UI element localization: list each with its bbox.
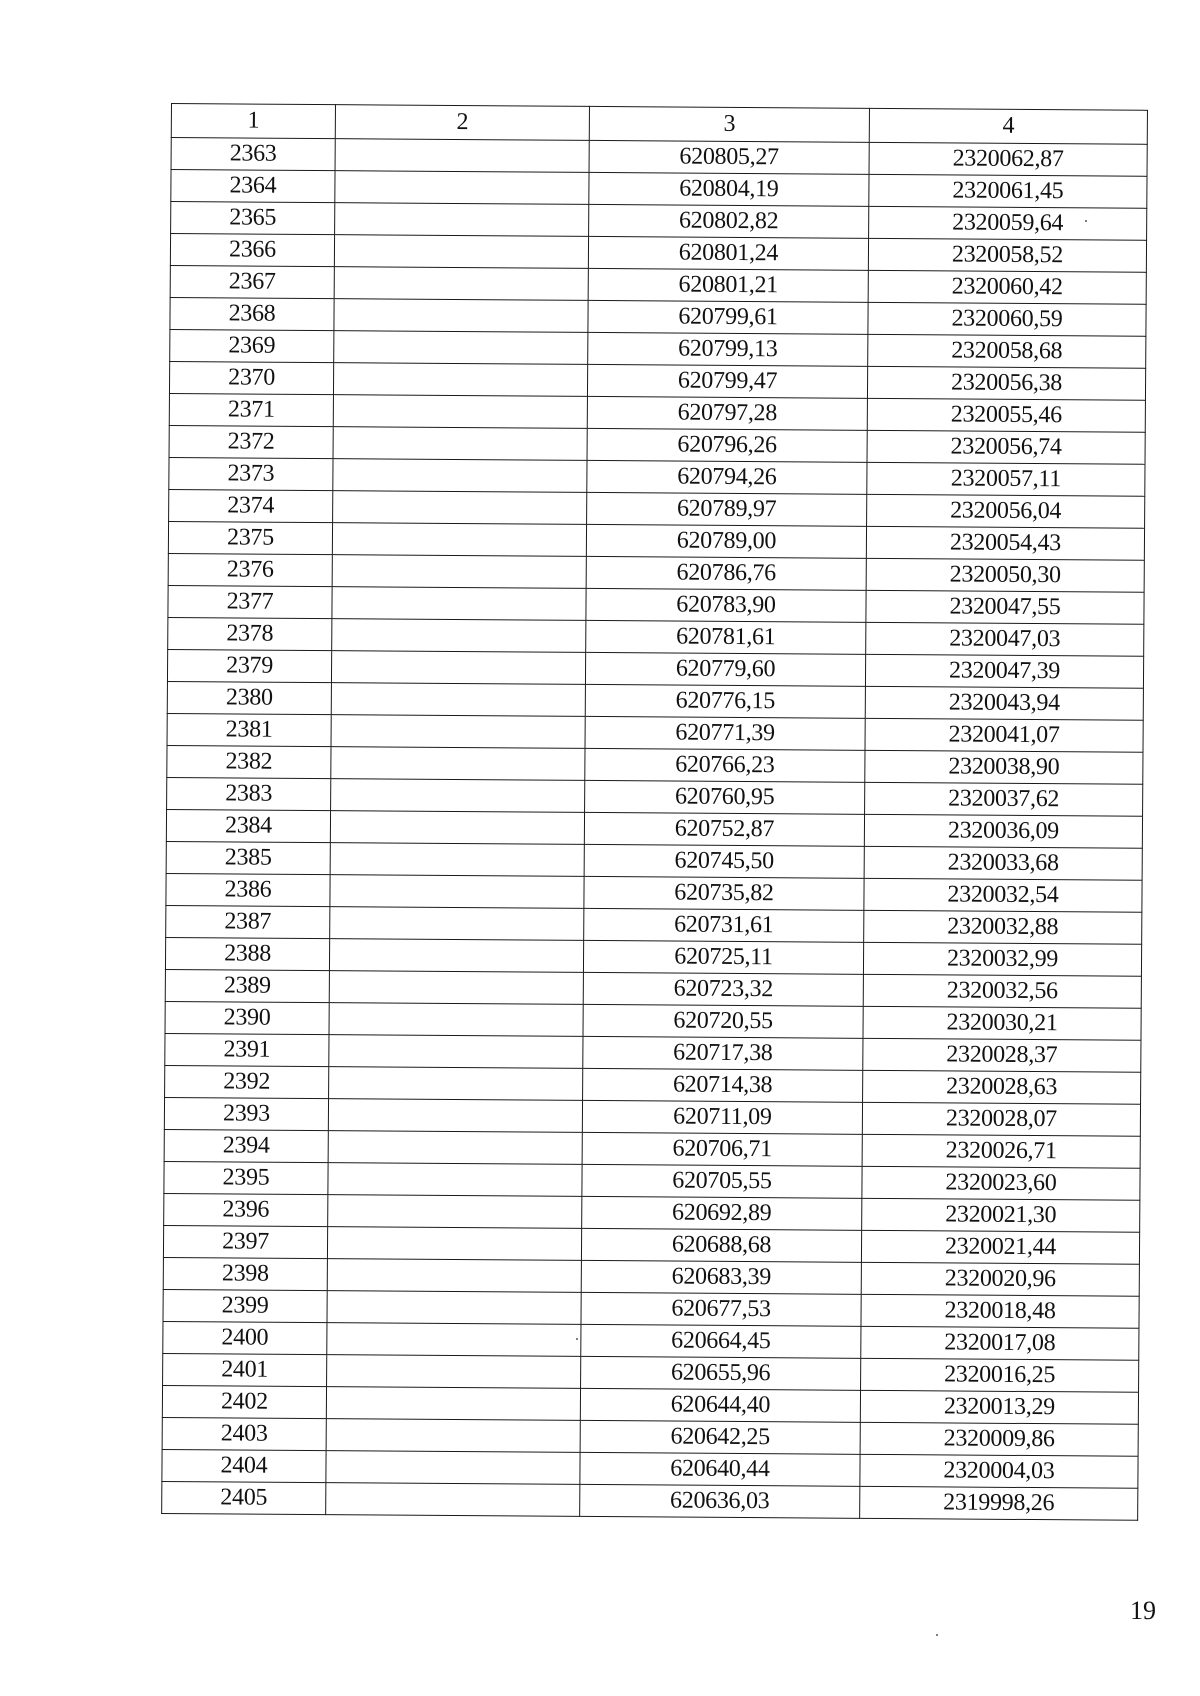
name-cell <box>335 203 589 237</box>
point-number-cell: 2372 <box>169 425 333 458</box>
name-cell <box>333 459 587 493</box>
y-coordinate-cell: 2320030,21 <box>863 1006 1141 1040</box>
name-cell <box>329 971 583 1005</box>
coordinates-table <box>161 103 1148 1521</box>
x-coordinate-cell: 620799,47 <box>587 364 867 398</box>
y-coordinate-cell: 2320060,42 <box>868 270 1146 304</box>
y-coordinate-cell: 2320060,59 <box>868 302 1146 336</box>
x-coordinate-cell: 620781,61 <box>586 620 866 654</box>
x-coordinate-cell: 620786,76 <box>586 556 866 590</box>
point-number-cell: 2381 <box>167 713 331 746</box>
y-coordinate-cell: 2320032,54 <box>864 878 1142 912</box>
x-coordinate-cell: 620805,27 <box>589 140 869 174</box>
point-number-cell: 2390 <box>165 1001 329 1034</box>
name-cell <box>334 267 588 301</box>
x-coordinate-cell: 620677,53 <box>581 1292 861 1326</box>
point-number-cell: 2391 <box>165 1033 329 1066</box>
y-coordinate-cell: 2320061,45 <box>869 174 1147 208</box>
name-cell <box>333 491 587 525</box>
point-number-cell: 2382 <box>167 745 331 778</box>
y-coordinate-cell: 2320058,68 <box>868 334 1146 368</box>
point-number-cell: 2402 <box>162 1385 326 1418</box>
point-number-cell: 2374 <box>169 489 333 522</box>
name-cell <box>333 427 587 461</box>
point-number-cell: 2387 <box>166 905 330 938</box>
x-coordinate-cell: 620642,25 <box>580 1420 860 1454</box>
x-coordinate-cell: 620720,55 <box>583 1004 863 1038</box>
x-coordinate-cell: 620783,90 <box>586 588 866 622</box>
name-cell <box>330 875 584 909</box>
point-number-cell: 2401 <box>163 1353 327 1386</box>
point-number-cell: 2403 <box>162 1417 326 1450</box>
x-coordinate-cell: 620752,87 <box>584 812 864 846</box>
x-coordinate-cell: 620801,21 <box>588 268 868 302</box>
x-coordinate-cell: 620804,19 <box>589 172 869 206</box>
point-number-cell: 2366 <box>170 234 334 267</box>
y-coordinate-cell: 2320004,03 <box>860 1454 1138 1488</box>
name-cell <box>326 1483 580 1517</box>
y-coordinate-cell: 2320032,88 <box>864 910 1142 944</box>
x-coordinate-cell: 620706,71 <box>582 1132 862 1166</box>
name-cell <box>328 1099 582 1133</box>
name-cell <box>331 651 585 685</box>
y-coordinate-cell: 2320056,74 <box>867 430 1145 464</box>
point-number-cell: 2385 <box>166 841 330 874</box>
x-coordinate-cell: 620714,38 <box>583 1068 863 1102</box>
x-coordinate-cell: 620711,09 <box>582 1100 862 1134</box>
name-cell <box>326 1419 580 1453</box>
point-number-cell: 2365 <box>171 202 335 235</box>
x-coordinate-cell: 620688,68 <box>581 1228 861 1262</box>
y-coordinate-cell: 2320043,94 <box>865 686 1143 720</box>
name-cell <box>327 1323 581 1357</box>
name-cell <box>334 331 588 365</box>
x-coordinate-cell: 620789,00 <box>586 524 866 558</box>
y-coordinate-cell: 2320056,04 <box>867 494 1145 528</box>
name-cell <box>333 395 587 429</box>
x-coordinate-cell: 620692,89 <box>582 1196 862 1230</box>
point-number-cell: 2373 <box>169 457 333 490</box>
y-coordinate-cell: 2320062,87 <box>869 142 1147 176</box>
name-cell <box>331 683 585 717</box>
point-number-cell: 2379 <box>167 649 331 682</box>
x-coordinate-cell: 620655,96 <box>581 1356 861 1390</box>
y-coordinate-cell: 2320037,62 <box>865 782 1143 816</box>
point-number-cell: 2363 <box>171 138 335 171</box>
x-coordinate-cell: 620745,50 <box>584 844 864 878</box>
point-number-cell: 2399 <box>163 1289 327 1322</box>
name-cell <box>327 1291 581 1325</box>
x-coordinate-cell: 620717,38 <box>583 1036 863 1070</box>
point-number-cell: 2396 <box>164 1193 328 1226</box>
y-coordinate-cell: 2320047,55 <box>866 590 1144 624</box>
scan-speck <box>1085 220 1087 222</box>
y-coordinate-cell: 2320059,64 <box>869 206 1147 240</box>
point-number-cell: 2389 <box>165 969 329 1002</box>
point-number-cell: 2398 <box>163 1257 327 1290</box>
point-number-cell: 2380 <box>167 681 331 714</box>
point-number-cell: 2369 <box>170 329 334 362</box>
y-coordinate-cell: 2320018,48 <box>861 1294 1139 1328</box>
point-number-cell: 2367 <box>170 265 334 298</box>
point-number-cell: 2400 <box>163 1321 327 1354</box>
point-number-cell: 2378 <box>168 617 332 650</box>
point-number-cell: 2388 <box>165 937 329 970</box>
scan-speck <box>936 1634 938 1636</box>
name-cell <box>332 619 586 653</box>
point-number-cell: 2375 <box>168 521 332 554</box>
y-coordinate-cell: 2320032,56 <box>863 974 1141 1008</box>
point-number-cell: 2397 <box>163 1225 327 1258</box>
y-coordinate-cell: 2320021,44 <box>861 1230 1139 1264</box>
y-coordinate-cell: 2320009,86 <box>860 1422 1138 1456</box>
name-cell <box>333 363 587 397</box>
point-number-cell: 2371 <box>169 393 333 426</box>
y-coordinate-cell: 2320050,30 <box>866 558 1144 592</box>
header-col-1: 1 <box>171 104 335 139</box>
y-coordinate-cell: 2320023,60 <box>862 1166 1140 1200</box>
name-cell <box>335 171 589 205</box>
name-cell <box>331 715 585 749</box>
point-number-cell: 2368 <box>170 297 334 330</box>
x-coordinate-cell: 620796,26 <box>587 428 867 462</box>
y-coordinate-cell: 2320033,68 <box>864 846 1142 880</box>
y-coordinate-cell: 2320028,63 <box>863 1070 1141 1104</box>
point-number-cell: 2376 <box>168 553 332 586</box>
y-coordinate-cell: 2320047,39 <box>865 654 1143 688</box>
y-coordinate-cell: 2320041,07 <box>865 718 1143 752</box>
x-coordinate-cell: 620725,11 <box>583 940 863 974</box>
point-number-cell: 2384 <box>166 809 330 842</box>
x-coordinate-cell: 620779,60 <box>585 652 865 686</box>
name-cell <box>328 1195 582 1229</box>
name-cell <box>327 1259 581 1293</box>
name-cell <box>334 235 588 269</box>
name-cell <box>330 843 584 877</box>
x-coordinate-cell: 620794,26 <box>587 460 867 494</box>
x-coordinate-cell: 620801,24 <box>588 236 868 270</box>
name-cell <box>329 939 583 973</box>
x-coordinate-cell: 620731,61 <box>584 908 864 942</box>
x-coordinate-cell: 620797,28 <box>587 396 867 430</box>
x-coordinate-cell: 620683,39 <box>581 1260 861 1294</box>
y-coordinate-cell: 2319998,26 <box>860 1486 1138 1520</box>
x-coordinate-cell: 620664,45 <box>581 1324 861 1358</box>
point-number-cell: 2395 <box>164 1161 328 1194</box>
page-number: 19 <box>1130 1596 1156 1625</box>
y-coordinate-cell: 2320026,71 <box>862 1134 1140 1168</box>
y-coordinate-cell: 2320054,43 <box>866 526 1144 560</box>
y-coordinate-cell: 2320016,25 <box>861 1358 1139 1392</box>
point-number-cell: 2386 <box>166 873 330 906</box>
name-cell <box>332 555 586 589</box>
table-row <box>162 1481 1138 1520</box>
x-coordinate-cell: 620705,55 <box>582 1164 862 1198</box>
point-number-cell: 2392 <box>165 1065 329 1098</box>
x-coordinate-cell: 620644,40 <box>580 1388 860 1422</box>
name-cell <box>332 587 586 621</box>
x-coordinate-cell: 620799,61 <box>588 300 868 334</box>
x-coordinate-cell: 620771,39 <box>585 716 865 750</box>
y-coordinate-cell: 2320055,46 <box>867 398 1145 432</box>
y-coordinate-cell: 2320038,90 <box>865 750 1143 784</box>
point-number-cell: 2404 <box>162 1449 326 1482</box>
y-coordinate-cell: 2320028,07 <box>862 1102 1140 1136</box>
header-col-3: 3 <box>589 106 869 142</box>
y-coordinate-cell: 2320058,52 <box>868 238 1146 272</box>
y-coordinate-cell: 2320032,99 <box>863 942 1141 976</box>
name-cell <box>331 747 585 781</box>
name-cell <box>328 1131 582 1165</box>
y-coordinate-cell: 2320020,96 <box>861 1262 1139 1296</box>
name-cell <box>330 811 584 845</box>
name-cell <box>334 299 588 333</box>
scan-speck <box>576 1338 578 1340</box>
name-cell <box>330 907 584 941</box>
x-coordinate-cell: 620760,95 <box>585 780 865 814</box>
y-coordinate-cell: 2320021,30 <box>862 1198 1140 1232</box>
x-coordinate-cell: 620735,82 <box>584 876 864 910</box>
name-cell <box>327 1227 581 1261</box>
x-coordinate-cell: 620723,32 <box>583 972 863 1006</box>
x-coordinate-cell: 620799,13 <box>588 332 868 366</box>
name-cell <box>329 1067 583 1101</box>
name-cell <box>329 1035 583 1069</box>
header-col-2: 2 <box>335 105 589 141</box>
name-cell <box>332 523 586 557</box>
point-number-cell: 2370 <box>169 361 333 394</box>
name-cell <box>327 1355 581 1389</box>
point-number-cell: 2364 <box>171 170 335 203</box>
name-cell <box>328 1163 582 1197</box>
name-cell <box>329 1003 583 1037</box>
name-cell <box>326 1451 580 1485</box>
y-coordinate-cell: 2320047,03 <box>866 622 1144 656</box>
y-coordinate-cell: 2320017,08 <box>861 1326 1139 1360</box>
name-cell <box>326 1387 580 1421</box>
point-number-cell: 2405 <box>162 1481 326 1514</box>
x-coordinate-cell: 620789,97 <box>587 492 867 526</box>
table-body <box>162 138 1148 1521</box>
name-cell <box>335 139 589 173</box>
header-col-4: 4 <box>869 108 1147 144</box>
y-coordinate-cell: 2320057,11 <box>867 462 1145 496</box>
x-coordinate-cell: 620802,82 <box>589 204 869 238</box>
x-coordinate-cell: 620640,44 <box>580 1452 860 1486</box>
y-coordinate-cell: 2320036,09 <box>864 814 1142 848</box>
point-number-cell: 2383 <box>167 777 331 810</box>
name-cell <box>331 779 585 813</box>
y-coordinate-cell: 2320056,38 <box>867 366 1145 400</box>
x-coordinate-cell: 620636,03 <box>580 1484 860 1518</box>
x-coordinate-cell: 620766,23 <box>585 748 865 782</box>
x-coordinate-cell: 620776,15 <box>585 684 865 718</box>
point-number-cell: 2377 <box>168 585 332 618</box>
y-coordinate-cell: 2320013,29 <box>860 1390 1138 1424</box>
point-number-cell: 2394 <box>164 1129 328 1162</box>
point-number-cell: 2393 <box>164 1097 328 1130</box>
y-coordinate-cell: 2320028,37 <box>863 1038 1141 1072</box>
